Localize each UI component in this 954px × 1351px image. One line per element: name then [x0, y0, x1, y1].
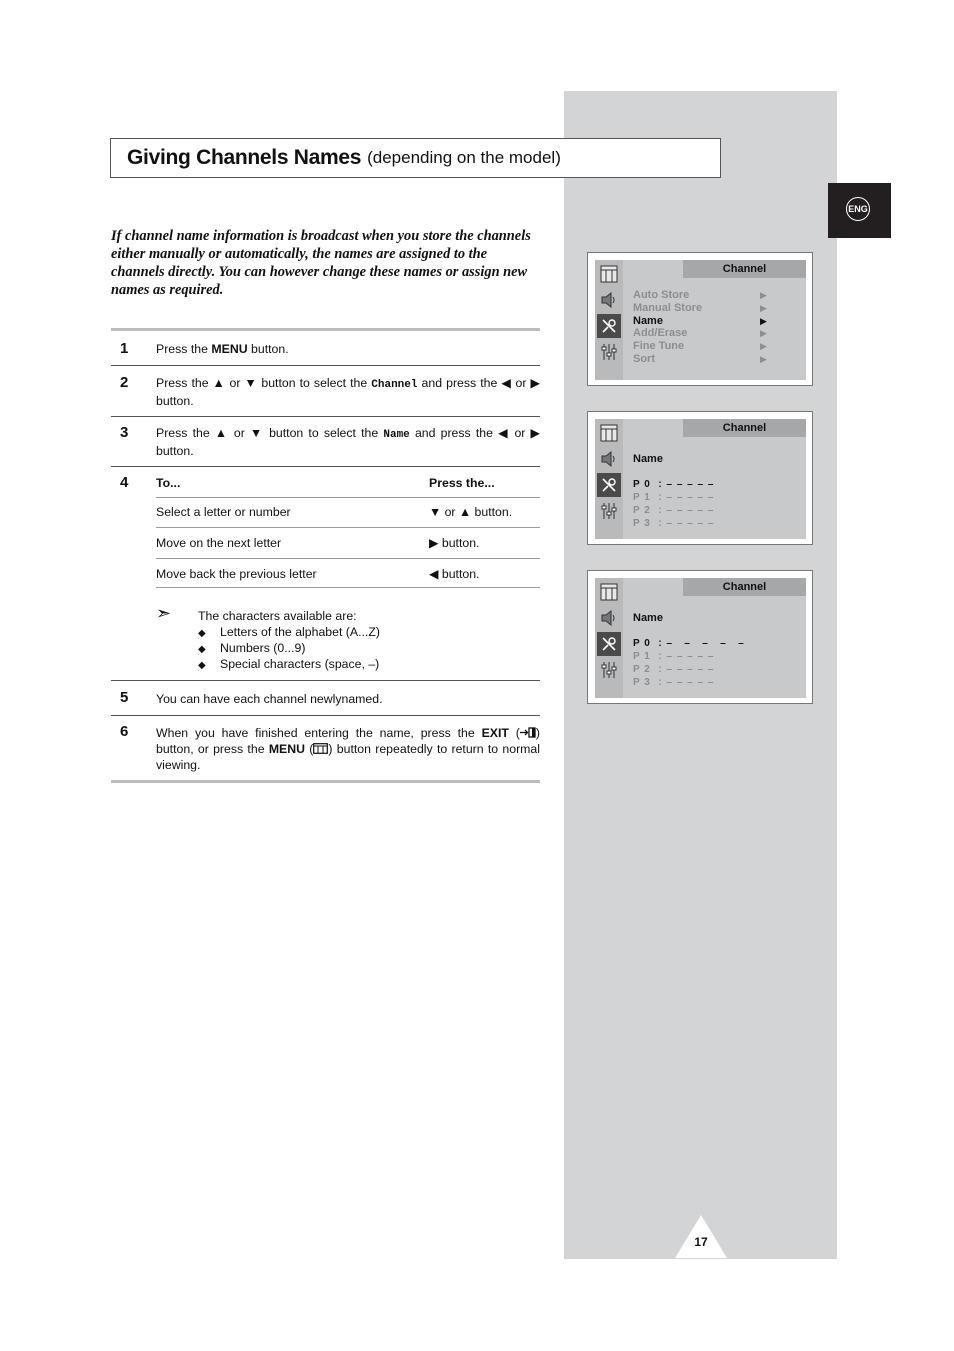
col-header-to: To... [156, 476, 181, 490]
divider [156, 558, 540, 559]
step-number: 4 [120, 474, 129, 491]
sound-menu-icon [597, 606, 621, 630]
sound-menu-icon [597, 288, 621, 312]
step-number: 3 [120, 424, 129, 441]
submenu-arrow-icon: ▶ [760, 290, 767, 300]
step-5-text: You can have each channel newlynamed. [156, 692, 383, 706]
program-name-row[interactable]: P 3 : – – – – – [633, 677, 715, 688]
menu-item-auto-store[interactable]: Auto Store [633, 289, 690, 301]
picture-menu-icon [597, 580, 621, 604]
program-name-row[interactable]: P 1 : – – – – – [633, 651, 715, 662]
step-1-text: Press the MENU button. [156, 342, 289, 356]
step-number: 2 [120, 374, 129, 391]
divider [156, 587, 540, 588]
page-title: Giving Channels Names [127, 146, 362, 169]
button-text: ▼ or ▲ button. [429, 505, 513, 519]
picture-menu-icon [597, 262, 621, 286]
divider [156, 527, 540, 528]
menu-header: Channel [683, 578, 806, 596]
button-text: ▶ button. [429, 536, 480, 550]
menu-icon-column [595, 260, 623, 380]
col-header-press: Press the... [429, 476, 495, 490]
program-name-row[interactable]: P 0 : – – – – – [633, 638, 745, 649]
step-2-text: Press the ▲ or ▼ button to select the Channel and press the ◀ or ▶ button. [156, 376, 540, 408]
note-text: The characters available are: [198, 609, 357, 623]
submenu-arrow-icon: ▶ [760, 316, 767, 326]
bullet-item: ◆ Numbers (0...9) [198, 641, 306, 655]
channel-menu-icon [597, 632, 621, 656]
program-name-row[interactable]: P 1 : – – – – – [633, 492, 715, 503]
tv-menu-screen-name-editing [587, 570, 813, 704]
language-tab [828, 183, 891, 238]
menu-item-name[interactable]: Name [633, 315, 663, 327]
program-name-row[interactable]: P 2 : – – – – – [633, 505, 715, 516]
divider [111, 715, 540, 716]
button-text: ◀ button. [429, 567, 480, 581]
channel-menu-icon [597, 473, 621, 497]
exit-icon [520, 727, 536, 738]
program-name-row[interactable]: P 0 : – – – – – [633, 479, 715, 490]
menu-subtitle: Name [633, 453, 663, 465]
channel-menu-icon [597, 314, 621, 338]
diamond-bullet-icon: ◆ [198, 660, 206, 671]
program-name-row[interactable]: P 2 : – – – – – [633, 664, 715, 675]
bullet-item: ◆ Letters of the alphabet (A...Z) [198, 625, 380, 639]
step-number: 5 [120, 689, 129, 706]
setup-menu-icon [597, 499, 621, 523]
menu-subtitle: Name [633, 612, 663, 624]
submenu-arrow-icon: ▶ [760, 354, 767, 364]
divider [111, 680, 540, 681]
note-arrow-icon: ➣ [156, 603, 172, 623]
action-text: Move back the previous letter [156, 567, 317, 581]
page-title-box [110, 138, 721, 178]
divider [111, 365, 540, 366]
tv-menu-screen-name-entry [587, 411, 813, 545]
intro-paragraph: If channel name information is broadcast when you store the channels either manually or automatically, the names are assigned to the channels directly. You can however change these names or assign new names as required. [111, 228, 531, 298]
picture-menu-icon [597, 421, 621, 445]
page-subtitle: (depending on the model) [367, 148, 561, 167]
program-name-row[interactable]: P 3 : – – – – – [633, 518, 715, 529]
diamond-bullet-icon: ◆ [198, 644, 206, 655]
divider [111, 416, 540, 417]
divider [156, 497, 540, 498]
menu-icon-column [595, 578, 623, 698]
setup-menu-icon [597, 340, 621, 364]
diamond-bullet-icon: ◆ [198, 628, 206, 639]
action-text: Move on the next letter [156, 536, 282, 550]
page-number: 17 [694, 1235, 708, 1249]
menu-header: Channel [683, 260, 806, 278]
table-top-rule [111, 328, 540, 331]
step-6-text: When you have finished entering the name, press the EXIT ( ) button, or press the MENU ( ) button repeatedly to return to normal viewing. [156, 726, 540, 772]
step-3-text: Press the ▲ or ▼ button to select the Name and press the ◀ or ▶ button. [156, 426, 540, 458]
action-text: Select a letter or number [156, 505, 291, 519]
submenu-arrow-icon: ▶ [760, 328, 767, 338]
tv-menu-screen-channel [587, 252, 813, 386]
bullet-item: ◆ Special characters (space, –) [198, 657, 380, 671]
step-number: 6 [120, 723, 129, 740]
table-bottom-rule [111, 780, 540, 783]
language-badge: ENG [846, 197, 870, 221]
sound-menu-icon [597, 447, 621, 471]
menu-item-sort[interactable]: Sort [633, 353, 655, 365]
menu-item-manual-store[interactable]: Manual Store [633, 302, 703, 314]
menu-header: Channel [683, 419, 806, 437]
menu-item-add-erase[interactable]: Add/Erase [633, 327, 688, 339]
divider [111, 466, 540, 467]
menu-item-fine-tune[interactable]: Fine Tune [633, 340, 685, 352]
menu-icon-column [595, 419, 623, 539]
submenu-arrow-icon: ▶ [760, 341, 767, 351]
menu-icon [313, 743, 328, 754]
step-number: 1 [120, 340, 129, 357]
submenu-arrow-icon: ▶ [760, 303, 767, 313]
setup-menu-icon [597, 658, 621, 682]
